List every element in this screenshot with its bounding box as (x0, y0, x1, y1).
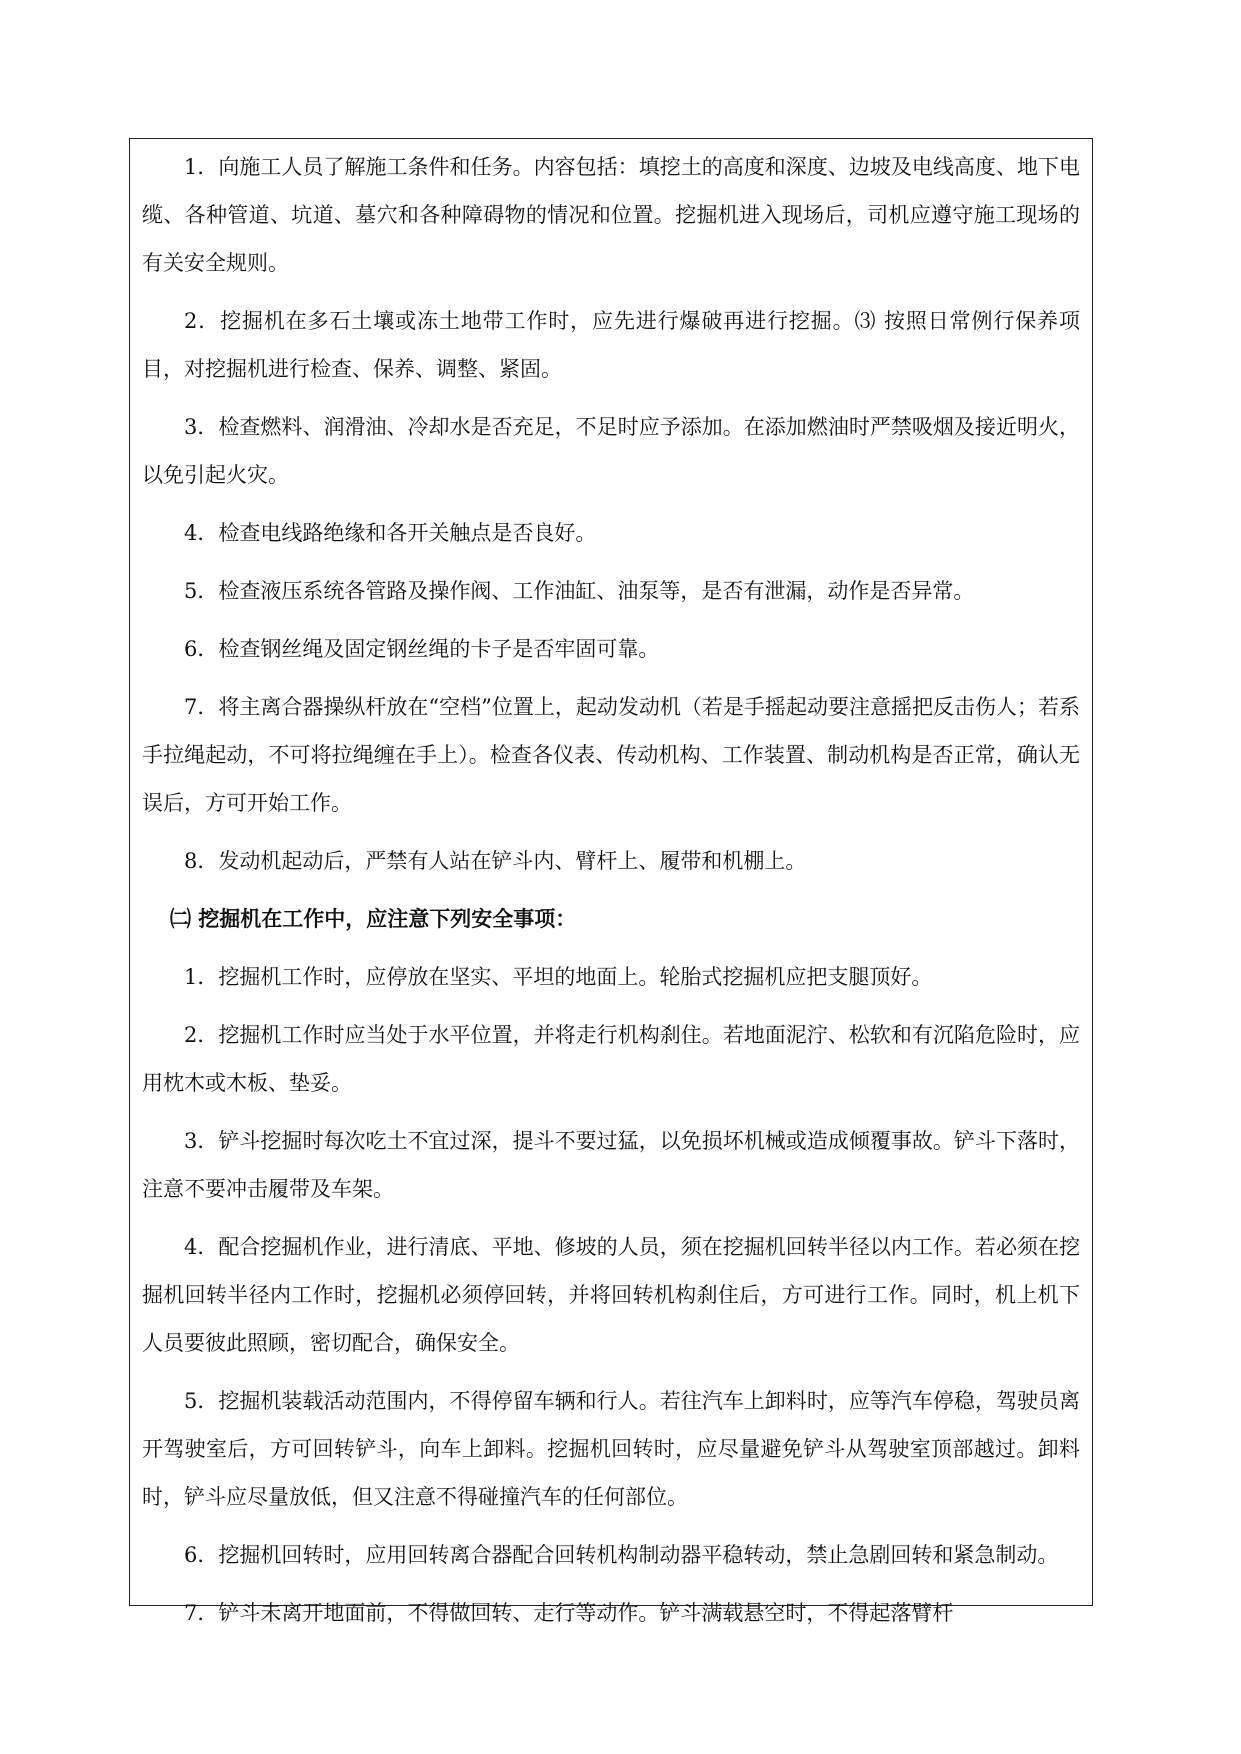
section-heading: ㈡ 挖掘机在工作中，应注意下列安全事项： (170, 906, 577, 931)
paragraph-8: 8．发动机起动后，严禁有人站在铲斗内、臂杆上、履带和机棚上。 (184, 849, 807, 873)
paragraph-9: 1．挖掘机工作时，应停放在坚实、平坦的地面上。轮胎式挖掘机应把支腿顶好。 (184, 965, 933, 989)
paragraph-6: 6．检查钢丝绳及固定钢丝绳的卡子是否牢固可靠。 (184, 637, 660, 661)
paragraph-15: 7．铲斗未离开地面前，不得做回转、走行等动作。铲斗满载悬空时，不得起落臂杆 (184, 1601, 954, 1625)
paragraph-7: 7．将主离合器操纵杆放在“空档”位置上，起动发动机（若是手摇起动要注意摇把反击伤人；若系手拉绳起动，不可将拉绳缠在手上）。检查各仪表、传动机构、工作装置、制动机构是否正常，确认无误后，方可开始工作。 (142, 695, 1080, 815)
paragraph-4: 4．检查电线路绝缘和各开关触点是否良好。 (184, 521, 597, 545)
paragraph-10: 2．挖掘机工作时应当处于水平位置，并将走行机构刹住。若地面泥泞、松软和有沉陷危险时，应用枕木或木板、垫妥。 (142, 1023, 1080, 1095)
paragraph-14: 6．挖掘机回转时，应用回转离合器配合回转机构制动器平稳转动，禁止急剧回转和紧急制动。 (184, 1543, 1059, 1567)
paragraph-5: 5．检查液压系统各管路及操作阀、工作油缸、油泵等，是否有泄漏，动作是否异常。 (184, 579, 975, 603)
paragraph-1: 1．向施工人员了解施工条件和任务。内容包括：填挖土的高度和深度、边坡及电线高度、地下电缆、各种管道、坑道、墓穴和各种障碍物的情况和位置。挖掘机进入现场后，司机应遵守施工现场的有关安全规则。 (142, 155, 1080, 275)
paragraph-12: 4．配合挖掘机作业，进行清底、平地、修坡的人员，须在挖掘机回转半径以内工作。若必须在挖掘机回转半径内工作时，挖掘机必须停回转，并将回转机构刹住后，方可进行工作。同时，机上机下人员要彼此照顾，密切配合，确保安全。 (142, 1235, 1080, 1355)
paragraph-2: 2．挖掘机在多石土壤或冻土地带工作时，应先进行爆破再进行挖掘。⑶ 按照日常例行保养项目，对挖掘机进行检查、保养、调整、紧固。 (142, 309, 1080, 381)
document-frame (129, 138, 1093, 1625)
paragraph-13: 5．挖掘机装载活动范围内，不得停留车辆和行人。若往汽车上卸料时，应等汽车停稳，驾驶员离开驾驶室后，方可回转铲斗，向车上卸料。挖掘机回转时，应尽量避免铲斗从驾驶室顶部越过。卸料时，铲斗应尽量放低，但又注意不得碰撞汽车的任何部位。 (142, 1389, 1080, 1509)
paragraph-3: 3．检查燃料、润滑油、冷却水是否充足，不足时应予添加。在添加燃油时严禁吸烟及接近明火，以免引起火灾。 (142, 415, 1080, 487)
paragraph-11: 3．铲斗挖掘时每次吃土不宜过深，提斗不要过猛，以免损坏机械或造成倾覆事故。铲斗下落时，注意不要冲击履带及车架。 (142, 1129, 1080, 1201)
